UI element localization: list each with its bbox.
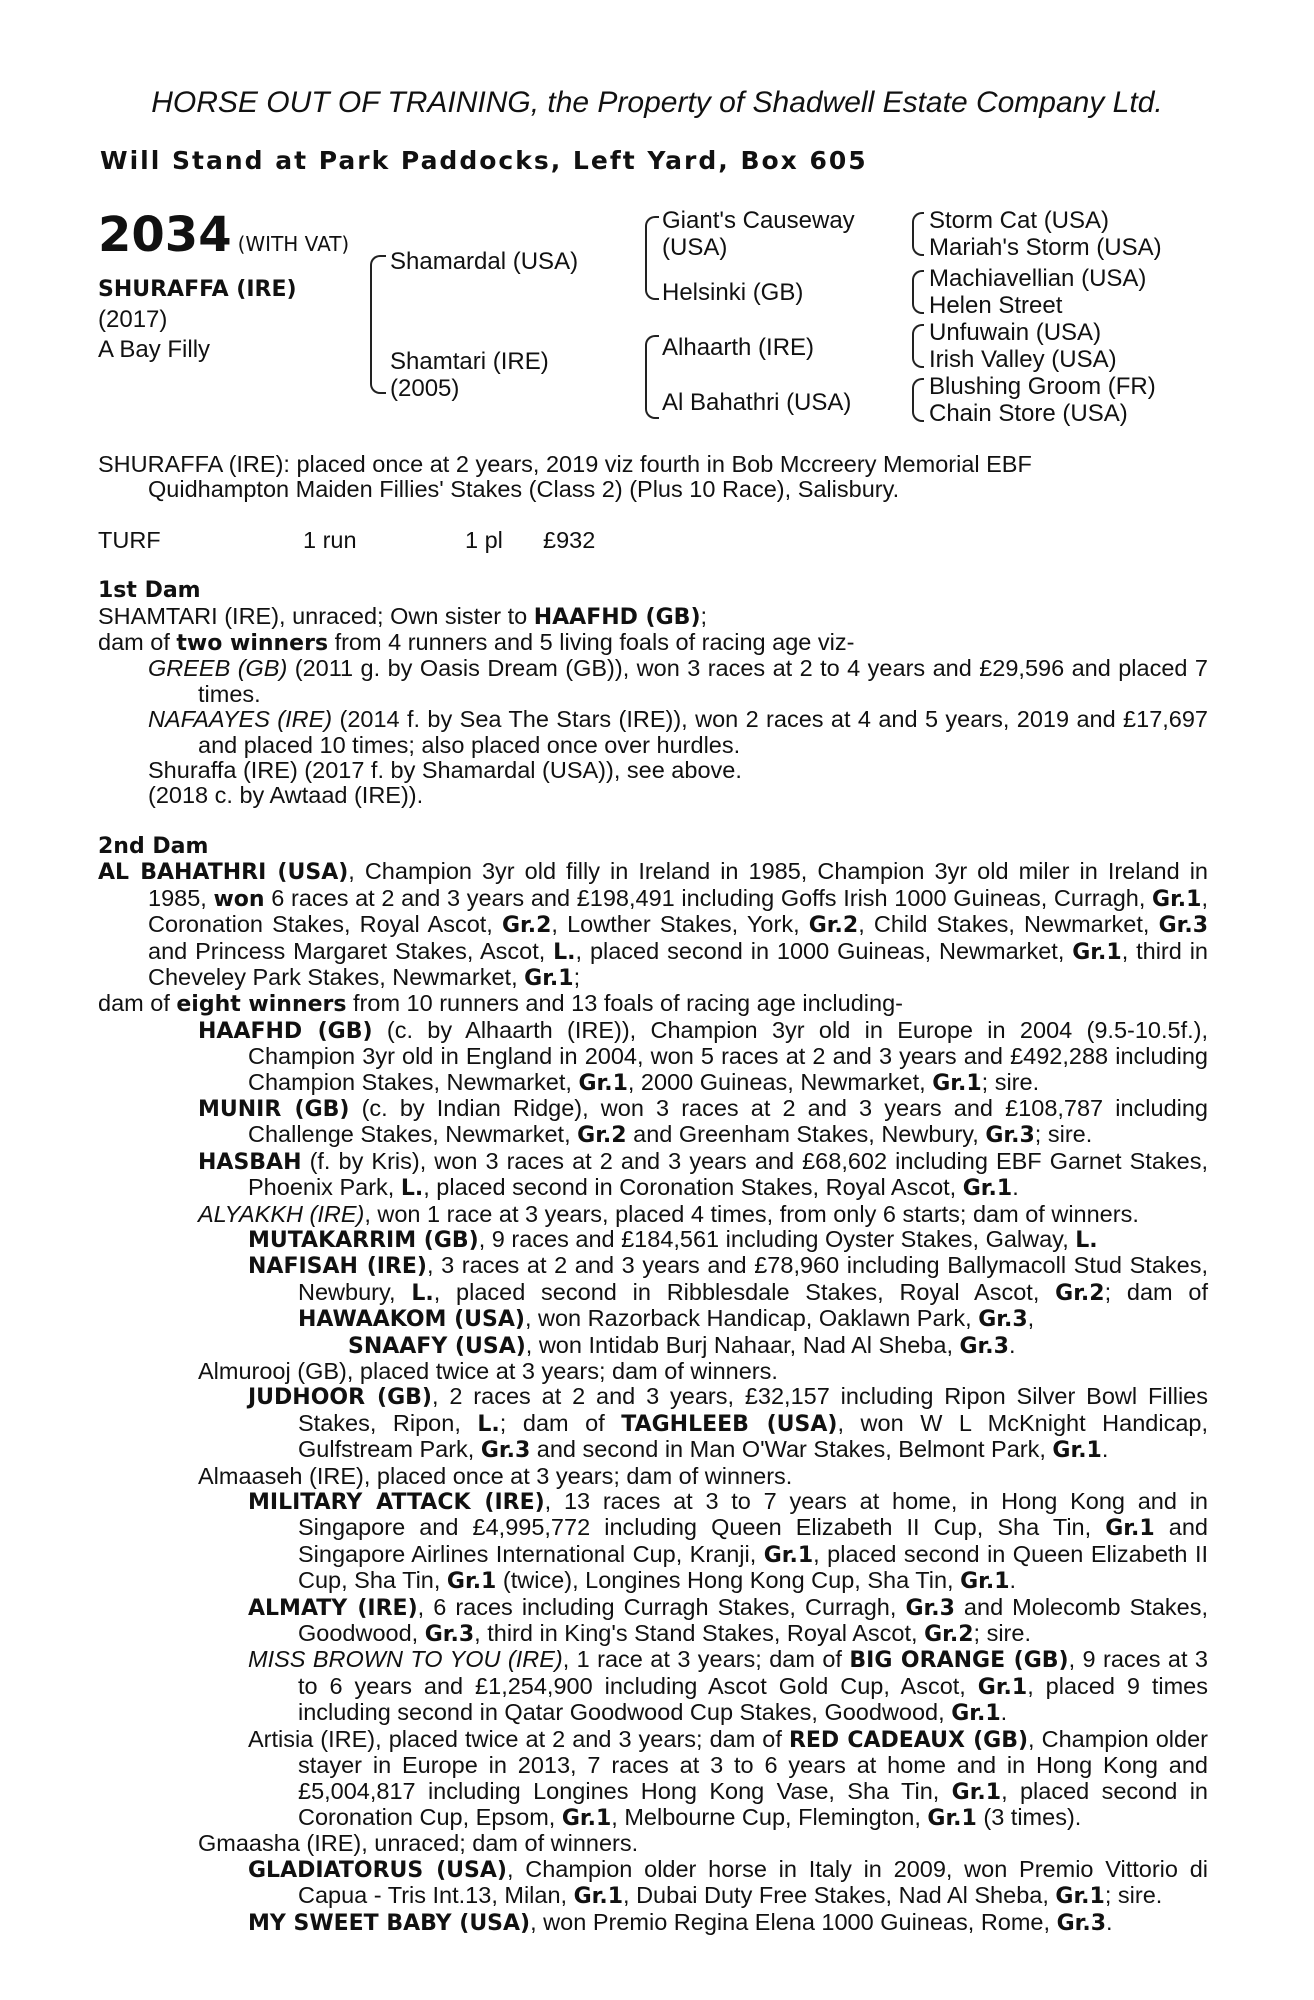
record-surface: TURF — [98, 526, 161, 553]
sire-line-brace — [645, 216, 659, 300]
stabling-location: Will Stand at Park Paddocks, Left Yard, Box 605 — [100, 146, 868, 175]
produce-hasbah: HASBAH (f. by Kris), won 3 races at 2 and 3 years and £68,602 including EBF Garnet Stakes, Phoenix Park, L., placed second in Coronation Stakes, Royal Ascot, Gr.1. — [198, 1147, 1208, 1202]
pedigree-ssd: Mariah's Storm (USA) — [929, 234, 1162, 261]
lot-heading — [98, 207, 349, 263]
produce-haafhd: HAAFHD (GB) (c. by Alhaarth (IRE)), Champion 3yr old in Europe in 2004 (9.5-10.5f.), Champion 3yr old in England in 2004, won 5 races at 2 and 3 years and £492,288 including Champion Stakes, Newmarket, Gr.1, 2000 Guineas, Newmarket, Gr.1; sire. — [198, 1016, 1208, 1096]
produce-munir: MUNIR (GB) (c. by Indian Ridge), won 3 races at 2 and 3 years and £108,787 including Challenge Stakes, Newmarket, Gr.2 and Greenham Stakes, Newbury, Gr.3; sire. — [198, 1094, 1209, 1149]
dam-line-brace — [645, 335, 659, 419]
produce-shuraffa: Shuraffa (IRE) (2017 f. by Shamardal (USA)), see above. — [148, 757, 742, 784]
pedigree-dam-sire: Alhaarth (IRE) — [662, 334, 815, 361]
summary-line-2: Quidhampton Maiden Fillies' Stakes (Class 2) (Plus 10 Race), Salisbury. — [148, 476, 900, 503]
grandproduce-judhoor: JUDHOOR (GB), 2 races at 2 and 3 years, £32,157 including Ripon Silver Bowl Fillies Stakes, Ripon, L.; dam of TAGHLEEB (USA), won W L McKnight Handicap, Gulfstream Park, Gr.3 and second in Man O'War Stakes, Belmont Park, Gr.1. — [248, 1383, 1209, 1464]
pedigree-sds: Machiavellian (USA) — [929, 265, 1147, 292]
vat-note: (WITH VAT) — [237, 232, 350, 256]
pedigree-sdd: Helen Street — [929, 292, 1063, 319]
record-placed: 1 pl — [465, 526, 503, 553]
grandproduce-gladiatorus: GLADIATORUS (USA), Champion older horse in Italy in 2009, won Premio Vittorio di Capua - Tris Int.13, Milan, Gr.1, Dubai Duty Free Stakes, Nad Al Sheba, Gr.1; sire. — [248, 1855, 1209, 1910]
pedigree-sire-sire: Giant's Causeway — [662, 207, 855, 234]
pedigree-dss: Unfuwain (USA) — [929, 319, 1102, 346]
second-dam-produce-intro: dam of eight winners from 10 runners and 13 foals of racing age including- — [98, 990, 903, 1018]
first-dam-heading: 1st Dam — [98, 578, 201, 604]
pedigree-sss: Storm Cat (USA) — [929, 207, 1110, 234]
pedigree-ddd: Chain Store (USA) — [929, 400, 1128, 427]
grandproduce-miss-brown-to-you: MISS BROWN TO YOU (IRE), 1 race at 3 years; dam of BIG ORANGE (GB), 9 races at 3 to 6 years and £1,254,900 including Ascot Gold Cup, Ascot, Gr.1, placed 9 times including second in Qatar Goodwood Cup Stakes, Goodwood, Gr.1. — [248, 1646, 1208, 1727]
summary-line-1: SHURAFFA (IRE): placed once at 2 years, 2019 viz fourth in Bob Mccreery Memorial EBF — [98, 451, 1032, 477]
ds-brace — [912, 324, 924, 368]
horse-description: A Bay Filly — [98, 336, 211, 363]
produce-greeb: GREEB (GB) (2011 g. by Oasis Dream (GB)), won 3 races at 2 to 4 years and £29,596 and placed 7 times. — [148, 655, 1208, 707]
sd-brace — [912, 270, 924, 314]
ss-brace — [912, 212, 924, 256]
produce-almaaseh: Almaaseh (IRE), placed once at 3 years; dam of winners. — [198, 1462, 793, 1489]
horse-name: SHURAFFA (IRE) — [98, 277, 297, 302]
record-earnings: £932 — [543, 526, 596, 553]
second-dam-heading: 2nd Dam — [98, 833, 209, 859]
lot-number: 2034 — [98, 207, 232, 263]
grandproduce-artisia: Artisia (IRE), placed twice at 2 and 3 years; dam of RED CADEAUX (GB), Champion older stayer in Europe in 2013, 7 races at 3 to 6 years at home and in Hong Kong and £5,004,817 including Longines Hong Kong Vase, Sha Tin, Gr.1, placed second in Coronation Cup, Epsom, Gr.1, Melbourne Cup, Flemington, Gr.1 (3 times). — [248, 1725, 1208, 1831]
record-runs: 1 run — [303, 526, 357, 553]
pedigree-dam: Shamtari (IRE) — [390, 348, 549, 375]
pedigree-dam-dam: Al Bahathri (USA) — [662, 389, 852, 416]
pedigree-dam-year: (2005) — [390, 375, 460, 402]
pedigree-sire-dam: Helsinki (GB) — [662, 279, 804, 306]
produce-2018-colt: (2018 c. by Awtaad (IRE)). — [148, 782, 424, 809]
produce-alyakkh: ALYAKKH (IRE), won 1 race at 3 years, placed 4 times, from only 6 starts; dam of winners. — [198, 1200, 1139, 1227]
horse-info — [98, 275, 297, 365]
horse-year: (2017) — [98, 306, 168, 333]
produce-gmaasha: Gmaasha (IRE), unraced; dam of winners. — [198, 1830, 639, 1857]
second-dam-al-bahathri: AL BAHATHRI (USA), Champion 3yr old filly in Ireland in 1985, Champion 3yr old miler in Ireland in 1985, won 6 races at 2 and 3 years and £198,491 including Goffs Irish 1000 Guineas, Curragh, Gr.1, Coronation Stakes, Royal Ascot, Gr.2, Lowther Stakes, York, Gr.2, Child Stakes, Newmarket, Gr.3 and Princess Margaret Stakes, Ascot, L., placed second in 1000 Guineas, Newmarket, Gr.1, third in Cheveley Park Stakes, Newmarket, Gr.1; — [98, 858, 1208, 991]
catalogue-body — [98, 452, 1208, 1936]
first-dam-line: SHAMTARI (IRE), unraced; Own sister to HAAFHD (GB); — [98, 602, 708, 630]
grandproduce-my-sweet-baby: MY SWEET BABY (USA), won Premio Regina Elena 1000 Guineas, Rome, Gr.3. — [248, 1908, 1113, 1936]
pedigree-sire-sire-country: (USA) — [662, 234, 728, 261]
sire-dam-brace — [370, 255, 386, 394]
grandproduce-military-attack: MILITARY ATTACK (IRE), 13 races at 3 to 7 years at home, in Hong Kong and in Singapore and £4,995,772 including Queen Elizabeth II Cup, Sha Tin, Gr.1 and Singapore Airlines International Cup, Kranji, Gr.1, placed second in Queen Elizabeth II Cup, Sha Tin, Gr.1 (twice), Longines Hong Kong Cup, Sha Tin, Gr.1. — [248, 1488, 1208, 1595]
race-record — [98, 528, 1208, 553]
pedigree-dds: Blushing Groom (FR) — [929, 373, 1156, 400]
dd-brace — [912, 378, 924, 422]
first-dam-produce-intro: dam of two winners from 4 runners and 5 living foals of racing age viz- — [98, 629, 855, 657]
grandproduce-snaafy: SNAAFY (USA), won Intidab Burj Nahaar, Nad Al Sheba, Gr.3. — [348, 1331, 1016, 1359]
grandproduce-mutakarrim: MUTAKARRIM (GB), 9 races and £184,561 including Oyster Stakes, Galway, L. — [248, 1225, 1098, 1253]
produce-almurooj: Almurooj (GB), placed twice at 3 years; dam of winners. — [198, 1358, 778, 1384]
grandproduce-nafisah: NAFISAH (IRE), 3 races at 2 and 3 years and £78,960 including Ballymacoll Stud Stakes, Newbury, L., placed second in Ribblesdale Stakes, Royal Ascot, Gr.2; dam of HAWAAKOM (USA), won Razorback Handicap, Oaklawn Park, Gr.3, — [248, 1252, 1209, 1333]
produce-nafaayes: NAFAAYES (IRE) (2014 f. by Sea The Stars (IRE)), won 2 races at 4 and 5 years, 2019 and £17,697 and placed 10 times; also placed once over hurdles. — [148, 706, 1208, 758]
grandproduce-almaty: ALMATY (IRE), 6 races including Curragh Stakes, Curragh, Gr.3 and Molecomb Stakes, Goodwood, Gr.3, third in King's Stand Stakes, Royal Ascot, Gr.2; sire. — [248, 1593, 1208, 1648]
pedigree-sire: Shamardal (USA) — [390, 248, 579, 275]
page-title: HORSE OUT OF TRAINING, the Property of Shadwell Estate Company Ltd. — [151, 86, 1163, 119]
pedigree-dsd: Irish Valley (USA) — [929, 346, 1117, 373]
